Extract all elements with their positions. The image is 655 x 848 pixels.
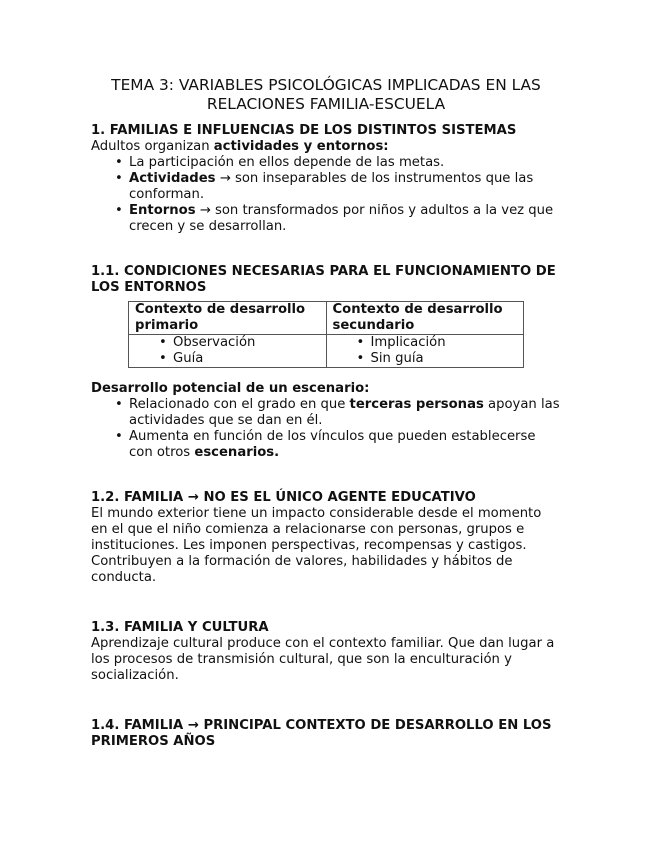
potential-list xyxy=(91,397,561,461)
list-item-text: → son inseparables de los instrumentos que las conforman. xyxy=(129,171,534,202)
section-1-2-text: El mundo exterior tiene un impacto considerable desde el momento en el que el niño comienza a relacionarse con personas, grupos e instituciones. Les imponen perspectivas, recompensas y castigos. Contribuyen a la formación de valores, habilidades y hábitos de conducta. xyxy=(91,506,542,585)
list-item-bold: Entornos xyxy=(129,203,196,218)
section-1-3-heading: 1.3. FAMILIA Y CULTURA xyxy=(91,620,269,635)
list-item-bold: terceras personas xyxy=(349,397,484,412)
section-1-heading: 1. FAMILIAS E INFLUENCIAS DE LOS DISTINTOS SISTEMAS xyxy=(91,123,517,138)
title-line-1: TEMA 3: VARIABLES PSICOLÓGICAS IMPLICADAS EN LAS xyxy=(111,76,541,94)
list-item-text: Relacionado con el grado en que xyxy=(129,397,350,412)
section-1-2-heading: 1.2. FAMILIA → NO ES EL ÚNICO AGENTE EDUCATIVO xyxy=(91,490,476,505)
table-cell-primary xyxy=(129,335,327,368)
section-1-3-text: Aprendizaje cultural produce con el contexto familiar. Que dan lugar a los procesos de transmisión cultural, que son la enculturación y socialización. xyxy=(91,636,555,683)
context-table xyxy=(128,301,524,368)
document-page xyxy=(91,76,561,750)
list-item: • Guía xyxy=(173,351,320,367)
list-item-text: apoyan las actividades que se dan en él. xyxy=(129,397,560,428)
list-item-bold: escenarios. xyxy=(194,445,280,460)
list-item-text: La participación en ellos depende de las metas. xyxy=(129,155,445,170)
list-item-text: Aumenta en función de los vínculos que pueden establecerse con otros xyxy=(129,429,536,460)
document-title xyxy=(91,76,561,114)
intro-bold: actividades y entornos: xyxy=(213,139,389,154)
section-1-list xyxy=(91,155,561,235)
table-cell-secondary xyxy=(326,335,524,368)
list-item xyxy=(129,155,561,171)
table-header-secondary: Contexto de desarrollo secundario xyxy=(326,302,524,335)
list-item xyxy=(129,429,561,461)
list-item xyxy=(129,397,561,429)
potential-heading: Desarrollo potencial de un escenario: xyxy=(91,381,370,396)
list-item xyxy=(129,203,561,235)
section-1-1-heading: 1.1. CONDICIONES NECESARIAS PARA EL FUNCIONAMIENTO DE LOS ENTORNOS xyxy=(91,264,556,295)
section-1-4-heading: 1.4. FAMILIA → PRINCIPAL CONTEXTO DE DESARROLLO EN LOS PRIMEROS AÑOS xyxy=(91,718,552,749)
list-item-bold: Actividades xyxy=(129,171,216,186)
title-line-2: RELACIONES FAMILIA-ESCUELA xyxy=(206,95,446,113)
intro-text: Adultos organizan xyxy=(91,139,214,154)
table-header-primary: Contexto de desarrollo primario xyxy=(129,302,327,335)
list-item-text: → son transformados por niños y adultos a la vez que crecen y se desarrollan. xyxy=(129,203,554,234)
section-1-intro xyxy=(91,139,561,155)
list-item: • Sin guía xyxy=(371,351,518,367)
list-item: • Observación xyxy=(173,335,320,351)
list-item xyxy=(129,171,561,203)
list-item: • Implicación xyxy=(371,335,518,351)
